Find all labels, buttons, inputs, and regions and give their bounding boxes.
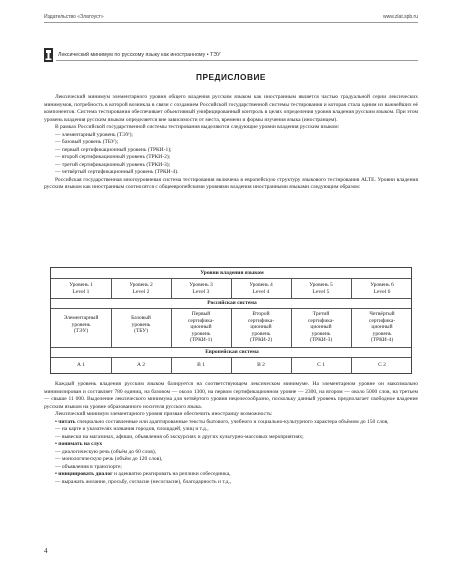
russian-system-heading: Российская система	[207, 300, 257, 306]
level-cell: Уровень 1 Level 1	[69, 282, 93, 295]
page-number: 4	[44, 547, 48, 555]
paragraph-abilities: Лексический минимум элементарного уровня призван обеспечить иностранцу возможность:	[55, 411, 273, 417]
ability-listen	[44, 441, 418, 449]
table-column-rule	[291, 308, 292, 347]
table-column-rule	[231, 278, 232, 298]
table-column-rule	[171, 278, 172, 298]
russian-level-cell: Базовый уровень (ТБУ)	[131, 315, 151, 335]
intro-paragraph-2: В рамках Российской государственной системы тестирования выделяются следующие уровни владения русским языком:	[55, 124, 340, 130]
european-level-cell: С 2	[378, 362, 386, 368]
level-list-item: — третий сертификационный уровень (ТРКИ-3);	[55, 161, 171, 168]
ability-dialog-text: и адекватно реагировать на реплики собеседника,	[112, 471, 231, 477]
publisher-name: Издательство «Златоуст»	[44, 14, 104, 20]
russian-level-cell: Третий сертифика- ционный уровень (ТРКИ-3)	[307, 311, 335, 344]
ability-list-item: — вывески на магазинах, афиши, объявления об экскурсиях и других культурно-массовых мероприятиях;	[55, 433, 304, 440]
russian-level-cell: Первый сертифика- ционный уровень (ТРКИ-1)	[187, 311, 215, 344]
russian-level-cell: Второй сертифика- ционный уровень (ТРКИ-2)	[247, 311, 275, 344]
paragraph-vocabulary-size: Каждый уровень владения русским языком базируется на соответствующем лексическом минимуме. На элементарном уровне он максимально минимизирован и составляет 780 единиц, на базовом — около 1300, на первом сертификационном уровне — 2300, на втором — около 5000 слов, на третьем — свыше 11 000. Выделение лексического минимума для четвёртого уровня нецелесообразно, поскольку данный уровень предполагает свободное владение русским языком на уровне образованного носителя русского языка.	[44, 381, 418, 410]
table-column-rule	[351, 357, 352, 374]
table-column-rule	[231, 357, 232, 374]
european-level-cell: С 1	[317, 362, 325, 368]
ability-list-item: — монологическую речь (объём до 120 слов),	[55, 456, 163, 462]
intro-text	[44, 94, 418, 192]
publisher-logo-icon	[44, 48, 53, 62]
level-cell: Уровень 5 Level 5	[309, 282, 333, 295]
ability-listen-label: • понимать на слух	[55, 441, 103, 447]
ability-dialog	[44, 471, 418, 479]
level-list-item: — первый сертификационный уровень (ТРКИ-1);	[55, 146, 172, 153]
running-title: Лексический минимум по русскому языку как иностранному • ТЭУ	[58, 52, 221, 58]
ability-list-item: — на карте и указателях названия городов, площадей, улиц и т.д.,	[55, 426, 209, 432]
page-title: ПРЕДИСЛОВИЕ	[196, 72, 266, 82]
level-list-item: — элементарный уровень (ТЭУ);	[55, 131, 133, 138]
header-divider	[44, 22, 418, 23]
ability-read-text: специально составленные или адаптированные тексты бытового, учебного и социально-культурного характера объёмом до 150 слов,	[75, 418, 389, 425]
table-rule	[51, 347, 411, 348]
table-column-rule	[171, 308, 172, 347]
publisher-website: www.zlat.spb.ru	[382, 14, 418, 20]
level-cell: Уровень 3 Level 3	[189, 282, 213, 295]
table-rule	[51, 298, 411, 299]
ability-read	[44, 419, 418, 427]
level-list-item: — второй сертификационный уровень (ТРКИ-2);	[55, 154, 171, 160]
european-level-cell: В 1	[197, 362, 205, 368]
table-column-rule	[351, 308, 352, 347]
table-column-rule	[111, 357, 112, 374]
level-cell: Уровень 2 Level 2	[129, 282, 153, 295]
level-cell: Уровень 6 Level 6	[370, 282, 394, 295]
european-level-cell: А 2	[136, 362, 146, 368]
ability-list-item: — диалогическую речь (объём до 60 слов),	[55, 448, 157, 455]
running-title-divider	[56, 60, 418, 61]
level-list-item: — четвёртый сертификационный уровень (ТРКИ-4).	[55, 169, 179, 175]
table-heading: Уровни владения языком	[200, 270, 264, 276]
european-level-cell: В 2	[257, 362, 265, 368]
table-column-rule	[351, 278, 352, 298]
russian-level-cell: Элементарный уровень (ТЭУ)	[63, 315, 99, 335]
russian-level-cell: Четвёртый сертифика- ционный уровень (ТРКИ-4)	[368, 311, 396, 344]
table-column-rule	[291, 278, 292, 298]
ability-dialog-label: • инициировать диалог	[55, 471, 113, 477]
ability-list-item: — объявления в транспорте;	[55, 463, 122, 470]
ability-list-item: — выражать желание, просьбу, согласие (несогласие), благодарность и т.д.,	[55, 478, 232, 485]
level-cell: Уровень 4 Level 4	[249, 282, 273, 295]
intro-paragraph-3: Российская государственная многоуровневая система тестирования включена в европейскую структуру языкового тестирования ALTE. Уровни владения русским языком как иностранным соотносятся с общеевропейскими уровнями владения иностранными языками следующим образом:	[44, 176, 418, 190]
table-column-rule	[111, 278, 112, 298]
levels-table	[50, 267, 412, 374]
level-list-item: — базовый уровень (ТБУ);	[55, 139, 119, 145]
after-table-text	[44, 381, 418, 486]
ability-read-label: • читать	[55, 418, 76, 425]
table-column-rule	[231, 308, 232, 347]
intro-paragraph-1: Лексический минимум элементарного уровня общего владения русским языком как иностранным является частью градуальной серии лексических минимумов, потребность в которой возникла в связи с созданием Российской государственной системы тестирования и которая стала одним из важнейших её компонентов. Система тестирования обеспечивает объективный унифицированный контроль в целях определения уровня владения русским языком. При этом уровень владения русским языком определяется вне зависимости от места, времени и формы изучения языка (иностранцем).	[44, 94, 418, 123]
table-column-rule	[171, 357, 172, 374]
european-system-heading: Европейская система	[205, 349, 259, 355]
table-column-rule	[291, 357, 292, 374]
table-column-rule	[111, 308, 112, 347]
european-level-cell: А 1	[76, 362, 86, 368]
